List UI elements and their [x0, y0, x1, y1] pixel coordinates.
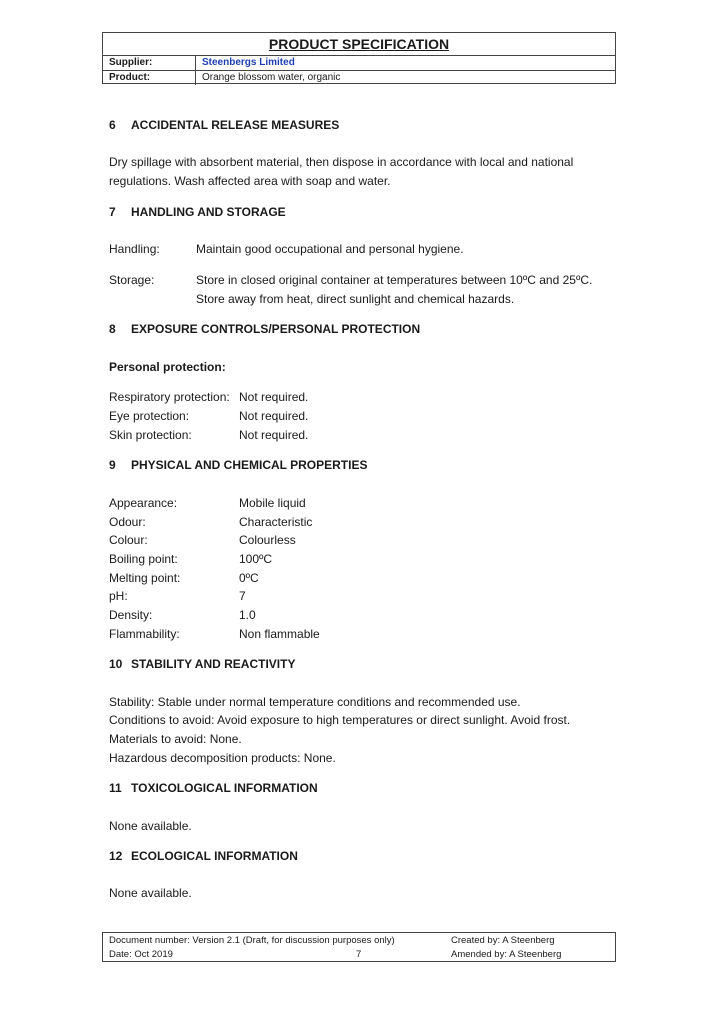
- section-10-title: STABILITY AND REACTIVITY: [131, 657, 296, 671]
- created-by: Created by: A Steenberg: [451, 935, 555, 946]
- section-11-title: TOXICOLOGICAL INFORMATION: [131, 781, 318, 795]
- storage-label: Storage:: [109, 273, 155, 287]
- respiratory-protection-value: Not required.: [239, 390, 309, 404]
- respiratory-protection-label: Respiratory protection:: [109, 390, 230, 404]
- property-label: Appearance:: [109, 496, 178, 510]
- property-value: 7: [239, 589, 246, 603]
- footer-box: [102, 932, 616, 962]
- section-6-text-line-2: regulations. Wash affected area with soap and water.: [109, 174, 391, 188]
- section-12-title: ECOLOGICAL INFORMATION: [131, 849, 298, 863]
- property-value: Non flammable: [239, 627, 320, 641]
- property-label: Melting point:: [109, 571, 181, 585]
- supplier-row: [103, 56, 615, 70]
- eye-protection-label: Eye protection:: [109, 409, 190, 423]
- product-label: Product:: [103, 71, 196, 85]
- conditions-to-avoid-line: Conditions to avoid: Avoid exposure to high temperatures or direct sunlight. Avoid frost.: [109, 713, 571, 727]
- page-number: 7: [356, 949, 362, 960]
- property-label: Colour:: [109, 533, 148, 547]
- header-box: [102, 32, 616, 84]
- section-6-number: 6: [109, 118, 116, 132]
- property-label: Density:: [109, 608, 153, 622]
- document-number: Document number: Version 2.1 (Draft, for discussion purposes only): [109, 935, 395, 946]
- section-11-number: 11: [109, 781, 122, 795]
- storage-value-line-1: Store in closed original container at temperatures between 10ºC and 25ºC.: [196, 273, 593, 287]
- amended-by: Amended by: A Steenberg: [451, 949, 562, 960]
- property-value: Characteristic: [239, 515, 313, 529]
- section-12-number: 12: [109, 849, 123, 863]
- section-10-number: 10: [109, 657, 123, 671]
- property-value: Colourless: [239, 533, 296, 547]
- product-row: [103, 70, 615, 85]
- section-8-number: 8: [109, 322, 116, 336]
- materials-to-avoid-line: Materials to avoid: None.: [109, 732, 242, 746]
- section-8-title: EXPOSURE CONTROLS/PERSONAL PROTECTION: [131, 322, 421, 336]
- product-value: Orange blossom water, organic: [202, 72, 341, 83]
- property-value: Mobile liquid: [239, 496, 306, 510]
- skin-protection-label: Skin protection:: [109, 428, 192, 442]
- property-label: Flammability:: [109, 627, 180, 641]
- document-date: Date: Oct 2019: [109, 949, 173, 960]
- supplier-value: Steenbergs Limited: [202, 57, 295, 68]
- property-label: pH:: [109, 589, 128, 603]
- section-7-title: HANDLING AND STORAGE: [131, 205, 286, 219]
- skin-protection-value: Not required.: [239, 428, 309, 442]
- supplier-label: Supplier:: [103, 56, 196, 70]
- document-title: PRODUCT SPECIFICATION: [103, 33, 615, 56]
- section-6-title: ACCIDENTAL RELEASE MEASURES: [131, 118, 340, 132]
- personal-protection-subtitle: Personal protection:: [109, 360, 226, 374]
- handling-value: Maintain good occupational and personal hygiene.: [196, 242, 464, 256]
- eye-protection-value: Not required.: [239, 409, 309, 423]
- section-11-text: None available.: [109, 819, 192, 833]
- stability-line: Stability: Stable under normal temperature conditions and recommended use.: [109, 695, 521, 709]
- property-label: Odour:: [109, 515, 146, 529]
- handling-label: Handling:: [109, 242, 160, 256]
- section-9-number: 9: [109, 458, 116, 472]
- decomposition-products-line: Hazardous decomposition products: None.: [109, 751, 336, 765]
- storage-value-line-2: Store away from heat, direct sunlight and chemical hazards.: [196, 292, 515, 306]
- property-label: Boiling point:: [109, 552, 178, 566]
- property-value: 100ºC: [239, 552, 273, 566]
- property-value: 0ºC: [239, 571, 259, 585]
- section-7-number: 7: [109, 205, 116, 219]
- section-6-text-line-1: Dry spillage with absorbent material, then dispose in accordance with local and national: [109, 155, 574, 169]
- section-12-text: None available.: [109, 886, 192, 900]
- section-9-title: PHYSICAL AND CHEMICAL PROPERTIES: [131, 458, 368, 472]
- property-value: 1.0: [239, 608, 256, 622]
